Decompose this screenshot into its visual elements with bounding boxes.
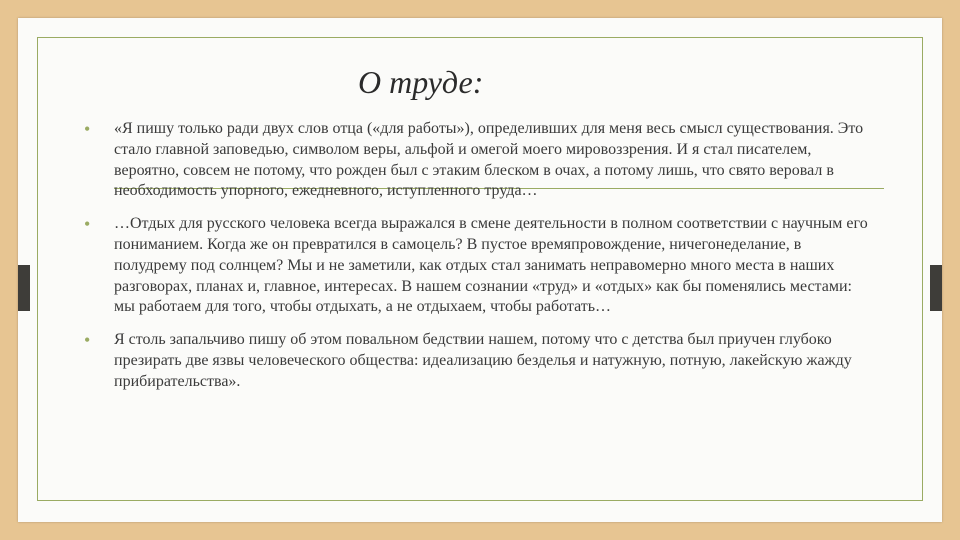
bullet-item — [80, 214, 870, 318]
bullet-text: …Отдых для русского человека всегда выражался в смене деятельности в полном соответствии с научным его пониманием. Когда же он превратился в самоцель? В пустое времяпровождение, ничегонеделание, в полудрему под солнцем? Мы и не заметили, как отдых стал занимать неправомерно много места в наших разговорах, планах и, главное, интересах. В нашем сознании «труд» и «отдых» как бы поменялись местами: мы работаем для того, чтобы отдыхать, а не отдыхаем, чтобы работать… — [114, 215, 868, 316]
bullet-icon: • — [84, 214, 91, 235]
bullet-icon: • — [84, 119, 91, 139]
bullet-item — [80, 330, 870, 392]
bullet-item — [80, 119, 870, 202]
slide-content — [80, 119, 870, 405]
left-side-tab — [18, 265, 30, 311]
bullet-text: Я столь запальчиво пишу об этом повальном бедствии нашем, потому что с детства был приучен глубоко презирать две язвы человеческого общества: идеализацию безделья и натужную, потную, лакейскую жажду прибирательства». — [114, 331, 852, 390]
right-side-tab — [930, 265, 942, 311]
bullet-text: «Я пишу только ради двух слов отца («для работы»), определивших для меня весь смысл существования. Это стало главной заповедью, символом веры, альфой и омегой моего мировоззрения. И я стал писателем, вероятно, совсем не потому, что рожден был с этаким блеском в очах, а потому лишь, что свято веровал в необходимость упорного, ежедневного, иступленного труда… — [114, 120, 864, 200]
slide-title: О труде: — [358, 64, 484, 100]
bullet-icon: • — [84, 330, 91, 351]
slide — [18, 18, 942, 522]
